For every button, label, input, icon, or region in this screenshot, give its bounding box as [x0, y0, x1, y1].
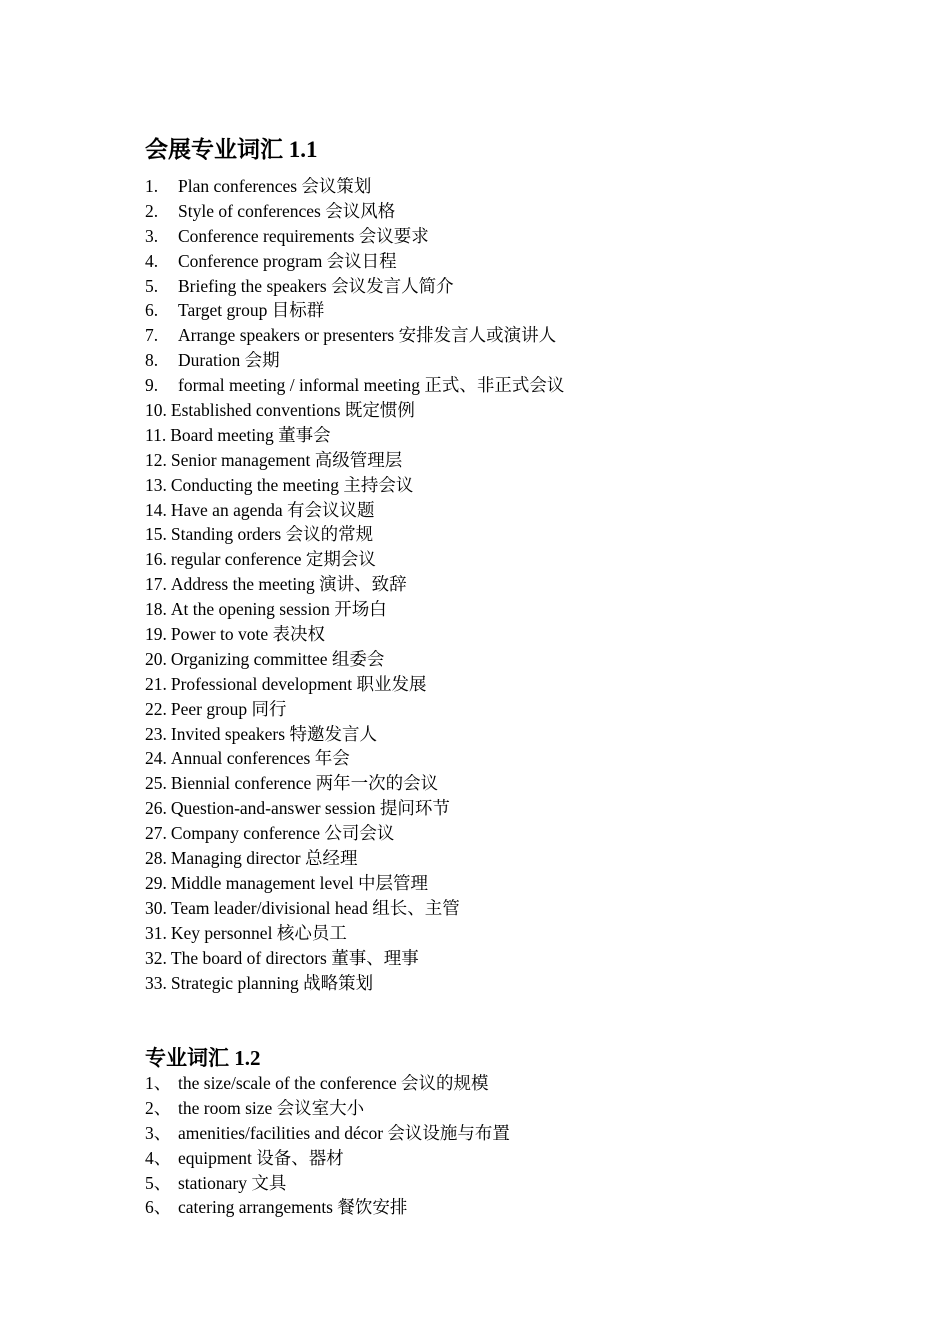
list-item — [145, 1195, 510, 1220]
item-text: Conducting the meeting 主持会议 — [170, 474, 414, 495]
list-item — [145, 746, 564, 771]
item-number: 15. — [145, 524, 167, 545]
item-text: Invited speakers 特邀发言人 — [170, 723, 377, 744]
list-item — [145, 846, 564, 871]
list-item — [145, 224, 564, 249]
item-number: 29. — [145, 872, 167, 893]
item-number: 11. — [145, 424, 167, 445]
list-item — [145, 1096, 510, 1121]
item-number: 1、 — [145, 1073, 172, 1093]
list-item — [145, 1121, 510, 1146]
item-text: regular conference 定期会议 — [170, 549, 376, 570]
item-text: the room size 会议室大小 — [178, 1097, 365, 1118]
list-item — [145, 498, 564, 523]
item-number: 4、 — [145, 1147, 172, 1168]
list-item — [145, 448, 564, 473]
item-text: Professional development 职业发展 — [170, 673, 427, 694]
list-item — [145, 298, 564, 323]
item-text: Annual conferences 年会 — [170, 748, 350, 769]
item-number: 27. — [145, 823, 167, 844]
item-text: stationary 文具 — [178, 1172, 287, 1193]
list-item — [145, 1146, 510, 1171]
item-text: amenities/facilities and décor 会议设施与布置 — [178, 1122, 510, 1143]
item-text: Power to vote 表决权 — [170, 624, 325, 645]
list-item — [145, 722, 564, 747]
item-text: Question-and-answer session 提问环节 — [170, 798, 450, 819]
item-text: Board meeting 董事会 — [170, 424, 331, 445]
item-number: 20. — [145, 648, 167, 669]
list-item — [145, 423, 564, 448]
item-text: equipment 设备、器材 — [178, 1147, 344, 1168]
item-text: Style of conferences 会议风格 — [178, 200, 396, 221]
item-text: the size/scale of the conference 会议的规模 — [178, 1073, 489, 1093]
item-text: catering arrangements 餐饮安排 — [178, 1197, 408, 1218]
item-number: 13. — [145, 474, 167, 495]
item-number: 32. — [145, 947, 167, 968]
item-text: Key personnel 核心员工 — [170, 922, 347, 943]
list-item — [145, 871, 564, 896]
vocab-section-2 — [145, 1045, 510, 1220]
item-text: Middle management level 中层管理 — [170, 872, 428, 893]
item-number: 24. — [145, 748, 167, 769]
vocab-list — [145, 1071, 510, 1220]
list-item — [145, 622, 564, 647]
item-number: 14. — [145, 499, 167, 520]
list-item — [145, 348, 564, 373]
list-item — [145, 971, 564, 996]
item-number: 3. — [145, 225, 159, 246]
item-number: 5. — [145, 275, 159, 296]
item-text: Managing director 总经理 — [170, 848, 358, 869]
item-number: 31. — [145, 922, 167, 943]
list-item — [145, 771, 564, 796]
item-text: Plan conferences 会议策划 — [178, 176, 372, 196]
list-item — [145, 323, 564, 348]
list-item — [145, 597, 564, 622]
item-number: 2. — [145, 200, 159, 221]
item-text: Team leader/divisional head 组长、主管 — [170, 897, 460, 918]
item-number: 33. — [145, 972, 167, 993]
list-item — [145, 174, 564, 199]
item-number: 25. — [145, 773, 167, 794]
item-number: 21. — [145, 673, 167, 694]
item-number: 17. — [145, 574, 167, 595]
vocab-list — [145, 174, 564, 995]
item-text: Conference program 会议日程 — [178, 250, 397, 271]
item-text: Company conference 公司会议 — [170, 823, 395, 844]
list-item — [145, 522, 564, 547]
list-item — [145, 821, 564, 846]
item-text: Established conventions 既定惯例 — [170, 400, 415, 421]
list-item — [145, 274, 564, 299]
list-item — [145, 199, 564, 224]
item-number: 10. — [145, 400, 167, 421]
item-text: Peer group 同行 — [170, 698, 287, 719]
list-item — [145, 697, 564, 722]
list-item — [145, 398, 564, 423]
list-item — [145, 921, 564, 946]
item-number: 1. — [145, 176, 159, 196]
item-text: Standing orders 会议的常规 — [170, 524, 374, 545]
list-item — [145, 572, 564, 597]
item-text: Arrange speakers or presenters 安排发言人或演讲人 — [178, 325, 557, 346]
item-number: 8. — [145, 350, 159, 371]
item-number: 19. — [145, 624, 167, 645]
item-text: At the opening session 开场白 — [170, 599, 387, 620]
item-number: 28. — [145, 848, 167, 869]
list-item — [145, 249, 564, 274]
item-number: 3、 — [145, 1122, 172, 1143]
list-item — [145, 672, 564, 697]
item-text: Have an agenda 有会议议题 — [170, 499, 375, 520]
list-item — [145, 1171, 510, 1196]
vocab-section-1 — [145, 134, 564, 995]
item-text: Strategic planning 战略策划 — [170, 972, 374, 993]
list-item — [145, 473, 564, 498]
item-number: 23. — [145, 723, 167, 744]
item-number: 12. — [145, 449, 167, 470]
list-item — [145, 547, 564, 572]
item-text: Briefing the speakers 会议发言人简介 — [178, 275, 454, 296]
item-text: Organizing committee 组委会 — [170, 648, 385, 669]
item-text: Conference requirements 会议要求 — [178, 225, 429, 246]
item-number: 16. — [145, 549, 167, 570]
list-item — [145, 647, 564, 672]
item-text: The board of directors 董事、理事 — [170, 947, 419, 968]
item-text: formal meeting / informal meeting 正式、非正式会议 — [178, 375, 565, 396]
section-title: 会展专业词汇 1.1 — [145, 137, 318, 162]
item-text: Senior management 高级管理层 — [170, 449, 403, 470]
item-text: Duration 会期 — [178, 350, 280, 371]
section-title: 专业词汇 1.2 — [145, 1046, 261, 1070]
item-number: 22. — [145, 698, 167, 719]
list-item — [145, 373, 564, 398]
item-number: 2、 — [145, 1097, 172, 1118]
item-number: 6、 — [145, 1197, 172, 1218]
item-number: 18. — [145, 599, 167, 620]
item-number: 4. — [145, 250, 159, 271]
item-number: 26. — [145, 798, 167, 819]
item-number: 6. — [145, 300, 159, 321]
item-number: 30. — [145, 897, 167, 918]
item-number: 5、 — [145, 1172, 172, 1193]
list-item — [145, 896, 564, 921]
list-item — [145, 1071, 510, 1096]
list-item — [145, 796, 564, 821]
item-text: Target group 目标群 — [178, 300, 325, 321]
item-text: Address the meeting 演讲、致辞 — [170, 574, 407, 595]
list-item — [145, 946, 564, 971]
item-number: 9. — [145, 375, 159, 396]
item-number: 7. — [145, 325, 159, 346]
item-text: Biennial conference 两年一次的会议 — [170, 773, 439, 794]
